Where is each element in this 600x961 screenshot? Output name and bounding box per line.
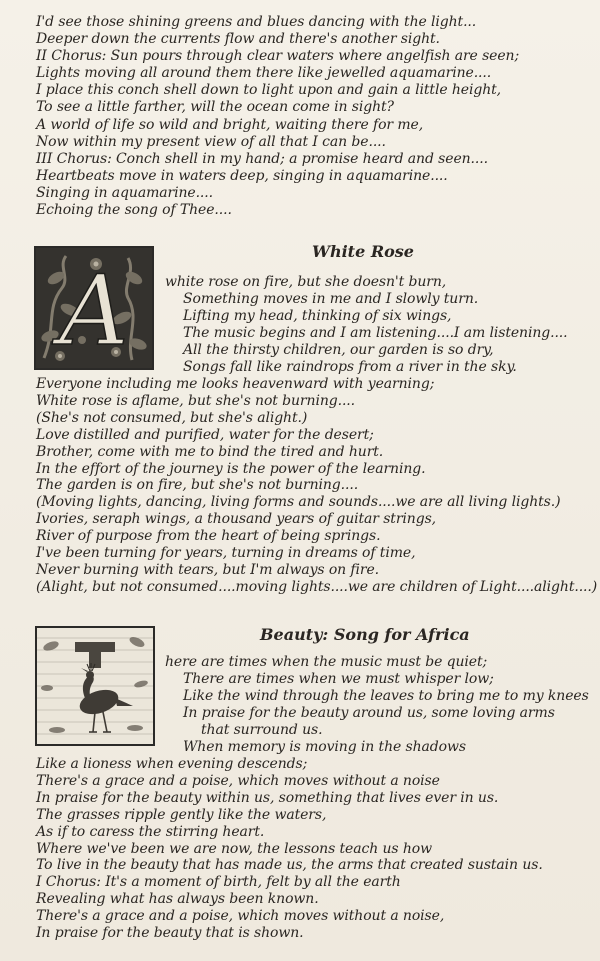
lyric-line: River of purpose from the heart of being springs. — [36, 528, 381, 545]
lyric-line: There's a grace and a poise, which moves without a noise — [36, 772, 440, 789]
lyric-line: that surround us. — [201, 721, 323, 738]
lyric-line: here are times when the music must be quiet; — [165, 654, 488, 670]
lyric-line: The music begins and I am listening....I am listening.... — [183, 324, 568, 341]
verse-continuation — [36, 14, 519, 219]
lyric-line: There are times when we must whisper low; — [183, 670, 494, 687]
white-rose-opening-lines — [165, 274, 568, 375]
lyric-line: As if to caress the stirring heart. — [36, 823, 265, 840]
lyric-line: Ivories, seraph wings, a thousand years of guitar strings, — [36, 511, 437, 528]
lyric-line: Lifting my head, thinking of six wings, — [183, 307, 452, 324]
lyric-line: Revealing what has always been known. — [36, 891, 319, 908]
beauty-lines — [36, 756, 543, 942]
lyric-line: Like the wind through the leaves to bring me to my knees — [183, 687, 589, 704]
initial-letter: A — [59, 255, 129, 367]
lyric-line: A world of life so wild and bright, waiting there for me, — [36, 116, 424, 133]
lyric-line: There's a grace and a poise, which moves without a noise, — [36, 908, 445, 925]
lyric-line: Everyone including me looks heavenward with yearning; — [36, 376, 435, 392]
lyric-line: white rose on fire, but she doesn't burn, — [165, 274, 447, 290]
lyric-line: III Chorus: Conch shell in my hand; a promise heard and seen.... — [36, 150, 488, 167]
illuminated-letter-a — [34, 246, 154, 370]
lyric-line: I place this conch shell down to light upon and gain a little height, — [36, 82, 501, 99]
lyric-line: Never burning with tears, but I'm always on fire. — [36, 561, 379, 578]
lyric-line: To see a little farther, will the ocean come in sight? — [36, 99, 394, 116]
lyric-line: Where we've been we are now, the lessons teach us how — [36, 840, 432, 857]
lyric-line: In the effort of the journey is the power of the learning. — [36, 460, 426, 477]
lyric-line: I'd see those shining greens and blues dancing with the light... — [36, 14, 477, 30]
lyric-line: Singing in aquamarine.... — [36, 184, 213, 201]
lyric-line: I Chorus: It's a moment of birth, felt by all the earth — [36, 874, 401, 891]
lyric-line: Lights moving all around them there like jewelled aquamarine.... — [36, 65, 492, 82]
lyric-line: Heartbeats move in waters deep, singing in aquamarine.... — [36, 167, 448, 184]
lyric-line: Something moves in me and I slowly turn. — [183, 290, 479, 307]
lyric-line: Brother, come with me to bind the tired and hurt. — [36, 443, 384, 460]
lyric-line: (Alight, but not consumed....moving lights....we are children of Light....alight....) — [36, 578, 598, 595]
lyric-line: Like a lioness when evening descends; — [36, 756, 308, 772]
lyric-line: The grasses ripple gently like the waters, — [36, 806, 327, 823]
lyric-line: I've been turning for years, turning in dreams of time, — [36, 545, 416, 562]
floral-initial-artwork — [36, 248, 152, 368]
lyric-line: Songs fall like raindrops from a river in the sky. — [183, 358, 517, 375]
lyric-line: Echoing the song of Thee.... — [36, 202, 232, 219]
lyric-line: II Chorus: Sun pours through clear waters where angelfish are seen; — [36, 48, 520, 65]
white-rose-lines — [36, 376, 597, 596]
illuminated-letter-t — [35, 626, 155, 746]
lyric-line: In praise for the beauty around us, some loving arms — [183, 704, 555, 721]
song-title-beauty: Beauty: Song for Africa — [260, 625, 470, 644]
lyric-line: All the thirsty children, our garden is so dry, — [183, 341, 494, 358]
lyric-line: When memory is moving in the shadows — [183, 738, 466, 755]
lyric-line: Now within my present view of all that I can be.... — [36, 133, 386, 150]
lyric-line: White rose is aflame, but she's not burning.... — [36, 392, 356, 409]
beauty-opening-lines — [165, 654, 589, 755]
lyric-line: Love distilled and purified, water for the desert; — [36, 426, 374, 443]
song-title-white-rose: White Rose — [312, 242, 414, 261]
lyric-line: The garden is on fire, but she's not burning.... — [36, 477, 359, 494]
lyric-line: Deeper down the currents flow and there's another sight. — [36, 31, 440, 48]
crane-bird-artwork — [37, 628, 153, 744]
lyric-line: In praise for the beauty that is shown. — [36, 925, 304, 942]
lyric-line: (She's not consumed, but she's alight.) — [36, 409, 308, 426]
lyric-line: In praise for the beauty within us, something that lives ever in us. — [36, 789, 499, 806]
lyric-line: (Moving lights, dancing, living forms and sounds....we are all living lights.) — [36, 494, 561, 511]
lyric-line: To live in the beauty that has made us, the arms that created sustain us. — [36, 857, 543, 874]
